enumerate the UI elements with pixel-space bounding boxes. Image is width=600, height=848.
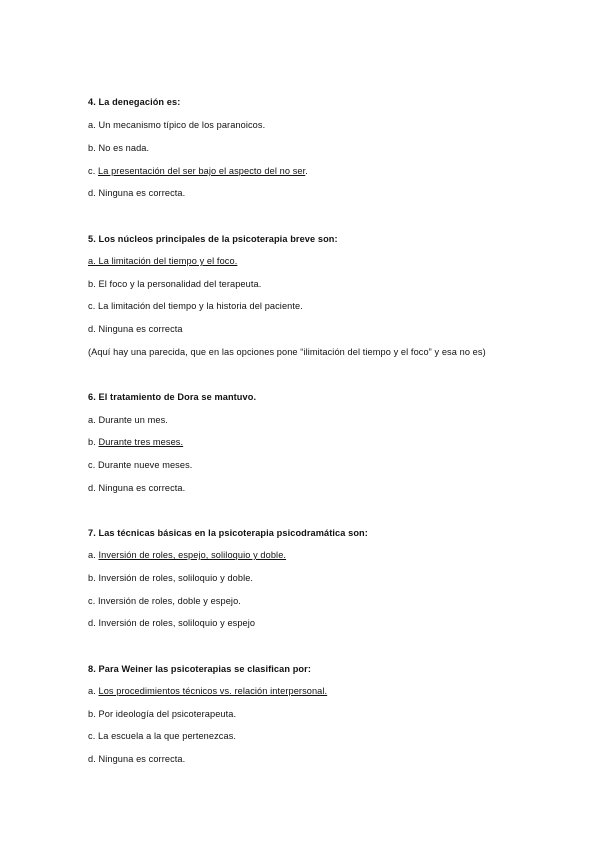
option-text: Inversión de roles, doble y espejo. [98, 596, 241, 606]
question-7-option-d [88, 617, 255, 629]
question-5-option-a [88, 255, 237, 267]
option-text: No es nada. [98, 143, 150, 153]
correct-answer-text: Durante tres meses. [98, 437, 184, 447]
option-prefix: b. [88, 437, 99, 447]
correct-answer-text: La limitación del tiempo y el foco. [95, 256, 238, 266]
question-8-option-c [88, 730, 236, 742]
option-text: La limitación del tiempo y la historia del paciente. [98, 301, 303, 311]
option-text: Durante un mes. [98, 415, 168, 425]
question-4-option-a [88, 119, 265, 131]
option-prefix: b. [88, 143, 99, 153]
option-prefix: a. [88, 686, 99, 696]
question-7-option-c [88, 595, 241, 607]
option-prefix: a. [88, 550, 99, 560]
option-text: Ninguna es correcta [98, 324, 183, 334]
question-4-title: 4. La denegación es: [88, 97, 181, 107]
option-prefix: c. [88, 731, 98, 741]
option-prefix: d. [88, 754, 99, 764]
question-7-option-b [88, 572, 253, 584]
option-text: Ninguna es correcta. [98, 754, 186, 764]
question-4-option-c [88, 165, 308, 177]
question-6-option-c [88, 459, 192, 471]
question-8-option-d [88, 753, 185, 765]
option-prefix: b. [88, 573, 99, 583]
option-prefix: d. [88, 483, 99, 493]
option-suffix: . [305, 166, 308, 176]
correct-answer-text: La presentación del ser bajo el aspecto del no ser [98, 166, 306, 176]
question-5-option-b [88, 278, 261, 290]
question-6-option-b [88, 436, 183, 448]
question-7-option-a [88, 549, 286, 561]
option-text: Ninguna es correcta. [98, 188, 186, 198]
option-prefix: c. [88, 460, 98, 470]
question-6-option-d [88, 482, 185, 494]
option-prefix: d. [88, 188, 99, 198]
question-8-option-a [88, 685, 327, 697]
question-8-title: 8. Para Weiner las psicoterapias se clasifican por: [88, 664, 311, 674]
correct-answer-text: Inversión de roles, espejo, soliloquio y doble. [98, 550, 287, 560]
question-7-title: 7. Las técnicas básicas en la psicoterapia psicodramática son: [88, 528, 368, 538]
option-text: Inversión de roles, soliloquio y espejo [98, 618, 256, 628]
option-text: Inversión de roles, soliloquio y doble. [98, 573, 254, 583]
option-prefix: c. [88, 596, 98, 606]
correct-answer-text: Los procedimientos técnicos vs. relación interpersonal. [98, 686, 328, 696]
question-4-option-d [88, 187, 185, 199]
option-prefix: d. [88, 324, 99, 334]
option-prefix: b. [88, 709, 99, 719]
question-5-option-c [88, 300, 303, 312]
option-prefix: c. [88, 166, 98, 176]
question-5-title: 5. Los núcleos principales de la psicoterapia breve son: [88, 234, 338, 244]
option-text: La escuela a la que pertenezcas. [98, 731, 237, 741]
option-prefix: a. [88, 256, 96, 266]
option-prefix: a. [88, 415, 99, 425]
option-text: Durante nueve meses. [98, 460, 193, 470]
question-6-option-a [88, 414, 168, 426]
option-prefix: d. [88, 618, 99, 628]
question-5-option-d [88, 323, 183, 335]
question-5-note: (Aquí hay una parecida, que en las opciones pone “ilimitación del tiempo y el foco” y esa no es) [88, 347, 486, 357]
question-6-title: 6. El tratamiento de Dora se mantuvo. [88, 392, 257, 402]
question-8-option-b [88, 708, 236, 720]
option-text: Por ideología del psicoterapeuta. [98, 709, 237, 719]
question-4-option-b [88, 142, 149, 154]
option-text: Ninguna es correcta. [98, 483, 186, 493]
option-text: Un mecanismo típico de los paranoicos. [98, 120, 266, 130]
option-prefix: a. [88, 120, 99, 130]
option-text: El foco y la personalidad del terapeuta. [98, 279, 262, 289]
option-prefix: b. [88, 279, 99, 289]
option-prefix: c. [88, 301, 98, 311]
